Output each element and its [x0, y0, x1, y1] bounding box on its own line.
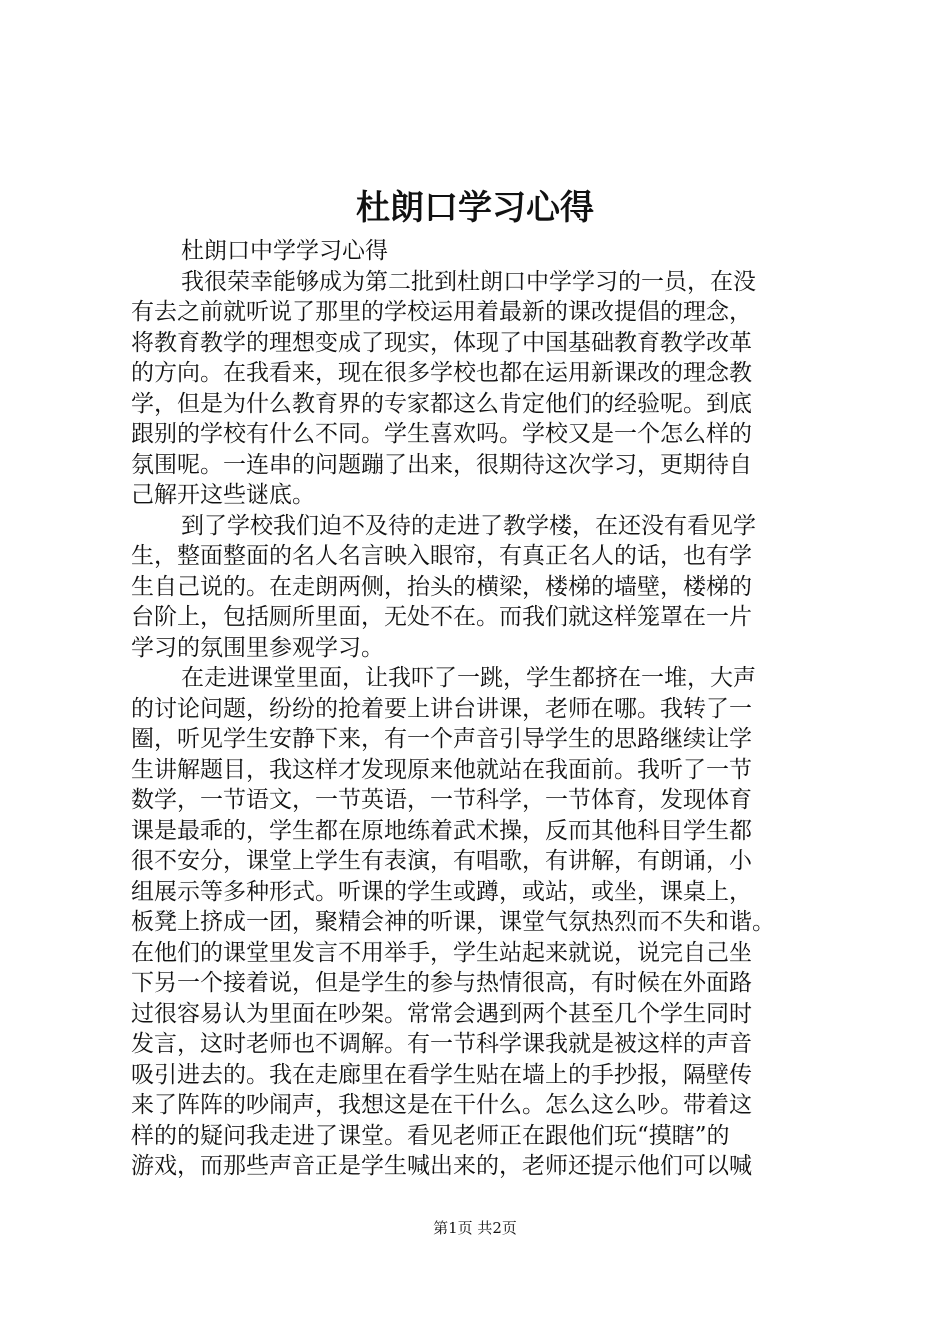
text-line: 将教育教学的理想变成了现实，体现了中国基础教育教学改革 [131, 329, 752, 356]
text-line: 样的的疑问我走进了课堂。看见老师正在跟他们玩“摸瞎”的 [131, 1122, 730, 1149]
text-line: 过很容易认为里面在吵架。常常会遇到两个甚至几个学生同时 [131, 1000, 752, 1027]
document-body [131, 236, 831, 1182]
text-line: 有去之前就听说了那里的学校运用着最新的课改提倡的理念， [131, 299, 752, 325]
text-line: 数学，一节语文，一节英语，一节科学，一节体育，发现体育 [131, 787, 752, 813]
text-line: 学习的氛围里参观学习。 [131, 634, 384, 661]
text-line: 很不安分，课堂上学生有表演，有唱歌，有讲解，有朗诵，小 [131, 848, 752, 874]
text-line: 课是最乖的，学生都在原地练着武术操，反而其他科目学生都 [131, 817, 752, 844]
text-line: 吸引进去的。我在走廊里在看学生贴在墙上的手抄报，隔壁传 [131, 1061, 752, 1088]
text-line: 杜朗口中学学习心得 [181, 238, 388, 264]
text-line: 生，整面整面的名人名言映入眼帘，有真正名人的话，也有学 [131, 543, 752, 569]
text-line: 下另一个接着说，但是学生的参与热情很高，有时候在外面路 [131, 970, 752, 996]
text-line: 来了阵阵的吵闹声，我想这是在干什么。怎么这么吵。带着这 [131, 1092, 752, 1118]
text-line: 游戏，而那些声音正是学生喊出来的，老师还提示他们可以喊 [131, 1153, 752, 1179]
text-line: 己解开这些谜底。 [131, 482, 315, 508]
text-line: 的方向。在我看来，现在很多学校也都在运用新课改的理念教 [131, 360, 752, 386]
text-line: 在他们的课堂里发言不用举手，学生站起来就说，说完自己坐 [131, 939, 752, 966]
page-footer: 第1页 共2页 [433, 1219, 517, 1237]
text-line: 跟别的学校有什么不同。学生喜欢吗。学校又是一个怎么样的 [131, 421, 752, 447]
text-line: 我很荣幸能够成为第二批到杜朗口中学学习的一员，在没 [181, 268, 756, 295]
text-line: 在走进课堂里面，让我吓了一跳，学生都挤在一堆，大声 [181, 665, 756, 691]
text-line: 圈，听见学生安静下来，有一个声音引导学生的思路继续让学 [131, 726, 752, 752]
text-line: 生自己说的。在走朗两侧，抬头的横梁，楼梯的墙壁，楼梯的 [131, 573, 752, 600]
text-line: 生讲解题目，我这样才发现原来他就站在我面前。我听了一节 [131, 756, 752, 783]
text-line: 氛围呢。一连串的问题蹦了出来，很期待这次学习，更期待自 [131, 451, 752, 478]
text-line: 学，但是为什么教育界的专家都这么肯定他们的经验呢。到底 [131, 390, 752, 417]
text-line: 板凳上挤成一团，聚精会神的听课，课堂气氛热烈而不失和谐。 [131, 909, 775, 935]
page-title: 杜朗口学习心得 [356, 188, 594, 228]
text-line: 台阶上，包括厕所里面，无处不在。而我们就这样笼罩在一片 [131, 604, 752, 630]
text-line: 到了学校我们迫不及待的走进了教学楼，在还没有看见学 [181, 512, 756, 539]
text-line: 的讨论问题，纷纷的抢着要上讲台讲课，老师在哪。我转了一 [131, 695, 752, 722]
text-line: 发言，这时老师也不调解。有一节科学课我就是被这样的声音 [131, 1031, 752, 1057]
text-line: 组展示等多种形式。听课的学生或蹲，或站，或坐，课桌上， [131, 878, 752, 905]
